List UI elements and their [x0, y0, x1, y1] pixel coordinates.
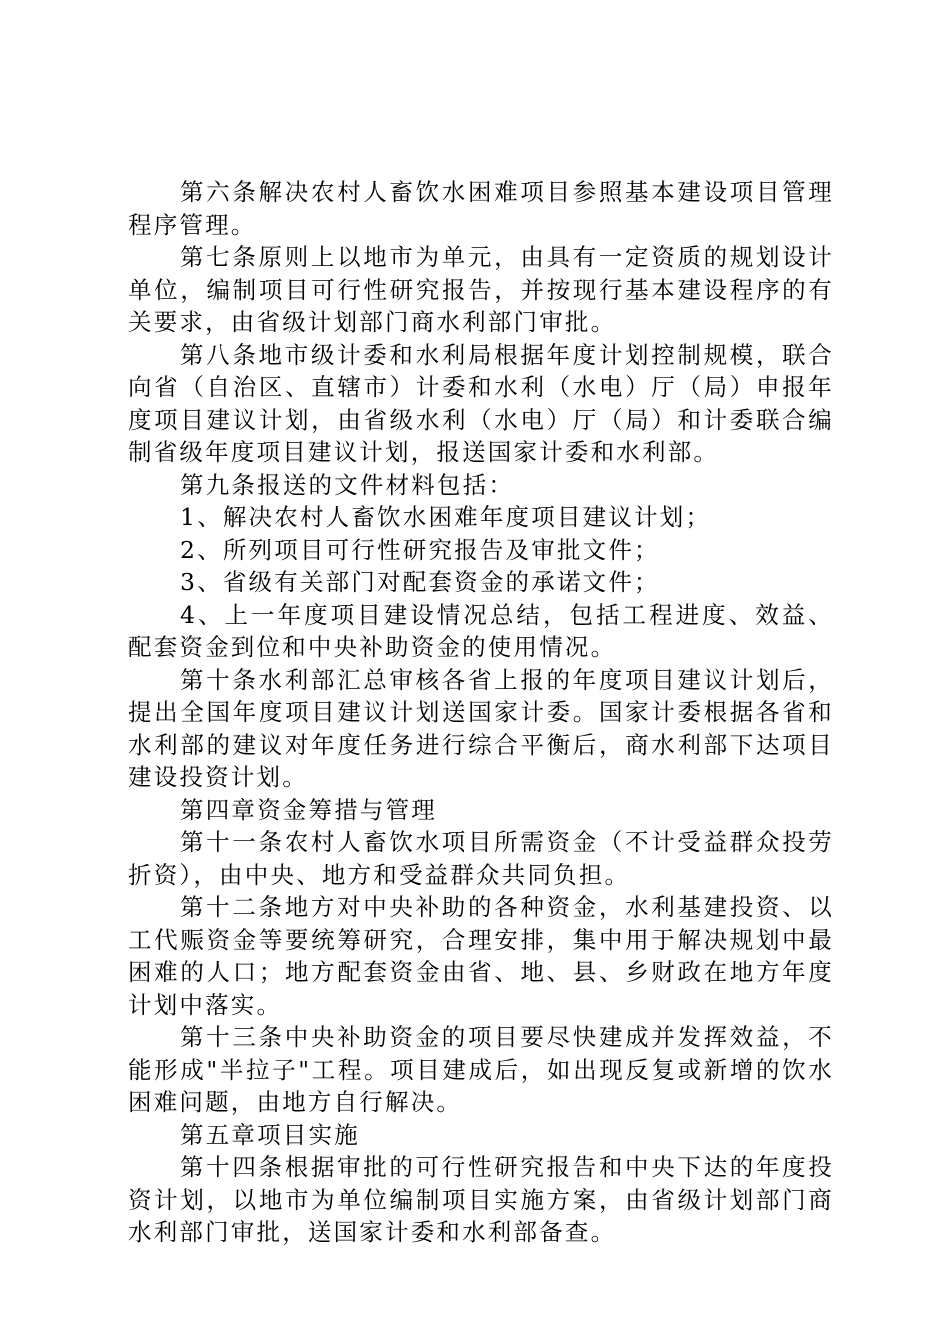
paragraph-article-10: 第十条水利部汇总审核各省上报的年度项目建议计划后，提出全国年度项目建议计划送国家计委。国家计委根据各省和水利部的建议对年度任务进行综合平衡后，商水利部下达项目建设投资计划。	[128, 665, 834, 791]
paragraph-article-7: 第七条原则上以地市为单元，由具有一定资质的规划设计单位，编制项目可行性研究报告，并按现行基本建设程序的有关要求，由省级计划部门商水利部门审批。	[128, 243, 834, 336]
paragraph-article-13: 第十三条中央补助资金的项目要尽快建成并发挥效益，不能形成"半拉子"工程。项目建成后，如出现反复或新增的饮水困难问题，由地方自行解决。	[128, 1023, 834, 1116]
chapter-4-heading: 第四章资金筹措与管理	[180, 795, 437, 824]
list-item-4: 4、上一年度项目建设情况总结，包括工程进度、效益、配套资金到位和中央补助资金的使用情况。	[128, 600, 834, 661]
paragraph-article-6: 第六条解决农村人畜饮水困难项目参照基本建设项目管理程序管理。	[128, 178, 834, 239]
paragraph-article-14: 第十四条根据审批的可行性研究报告和中央下达的年度投资计划，以地市为单位编制项目实施方案，由省级计划部门商水利部门审批，送国家计委和水利部备查。	[128, 1153, 834, 1246]
list-item-3: 3、省级有关部门对配套资金的承诺文件；	[180, 568, 660, 596]
paragraph-article-8: 第八条地市级计委和水利局根据年度计划控制规模，联合向省（自治区、直辖市）计委和水利（水电）厅（局）申报年度项目建议计划，由省级水利（水电）厅（局）和计委联合编制省级年度项目建议计划，报送国家计委和水利部。	[128, 340, 834, 466]
list-item-1: 1、解决农村人畜饮水困难年度项目建议计划；	[180, 503, 712, 531]
document-body	[128, 176, 834, 1249]
paragraph-article-12: 第十二条地方对中央补助的各种资金，水利基建投资、以工代赈资金等要统筹研究，合理安排，集中用于解决规划中最困难的人口；地方配套资金由省、地、县、乡财政在地方年度计划中落实。	[128, 893, 834, 1019]
paragraph-article-11: 第十一条农村人畜饮水项目所需资金（不计受益群众投劳折资），由中央、地方和受益群众共同负担。	[128, 828, 834, 889]
list-item-2: 2、所列项目可行性研究报告及审批文件；	[180, 535, 660, 564]
chapter-5-heading: 第五章项目实施	[180, 1120, 360, 1149]
paragraph-article-9: 第九条报送的文件材料包括：	[180, 470, 515, 499]
